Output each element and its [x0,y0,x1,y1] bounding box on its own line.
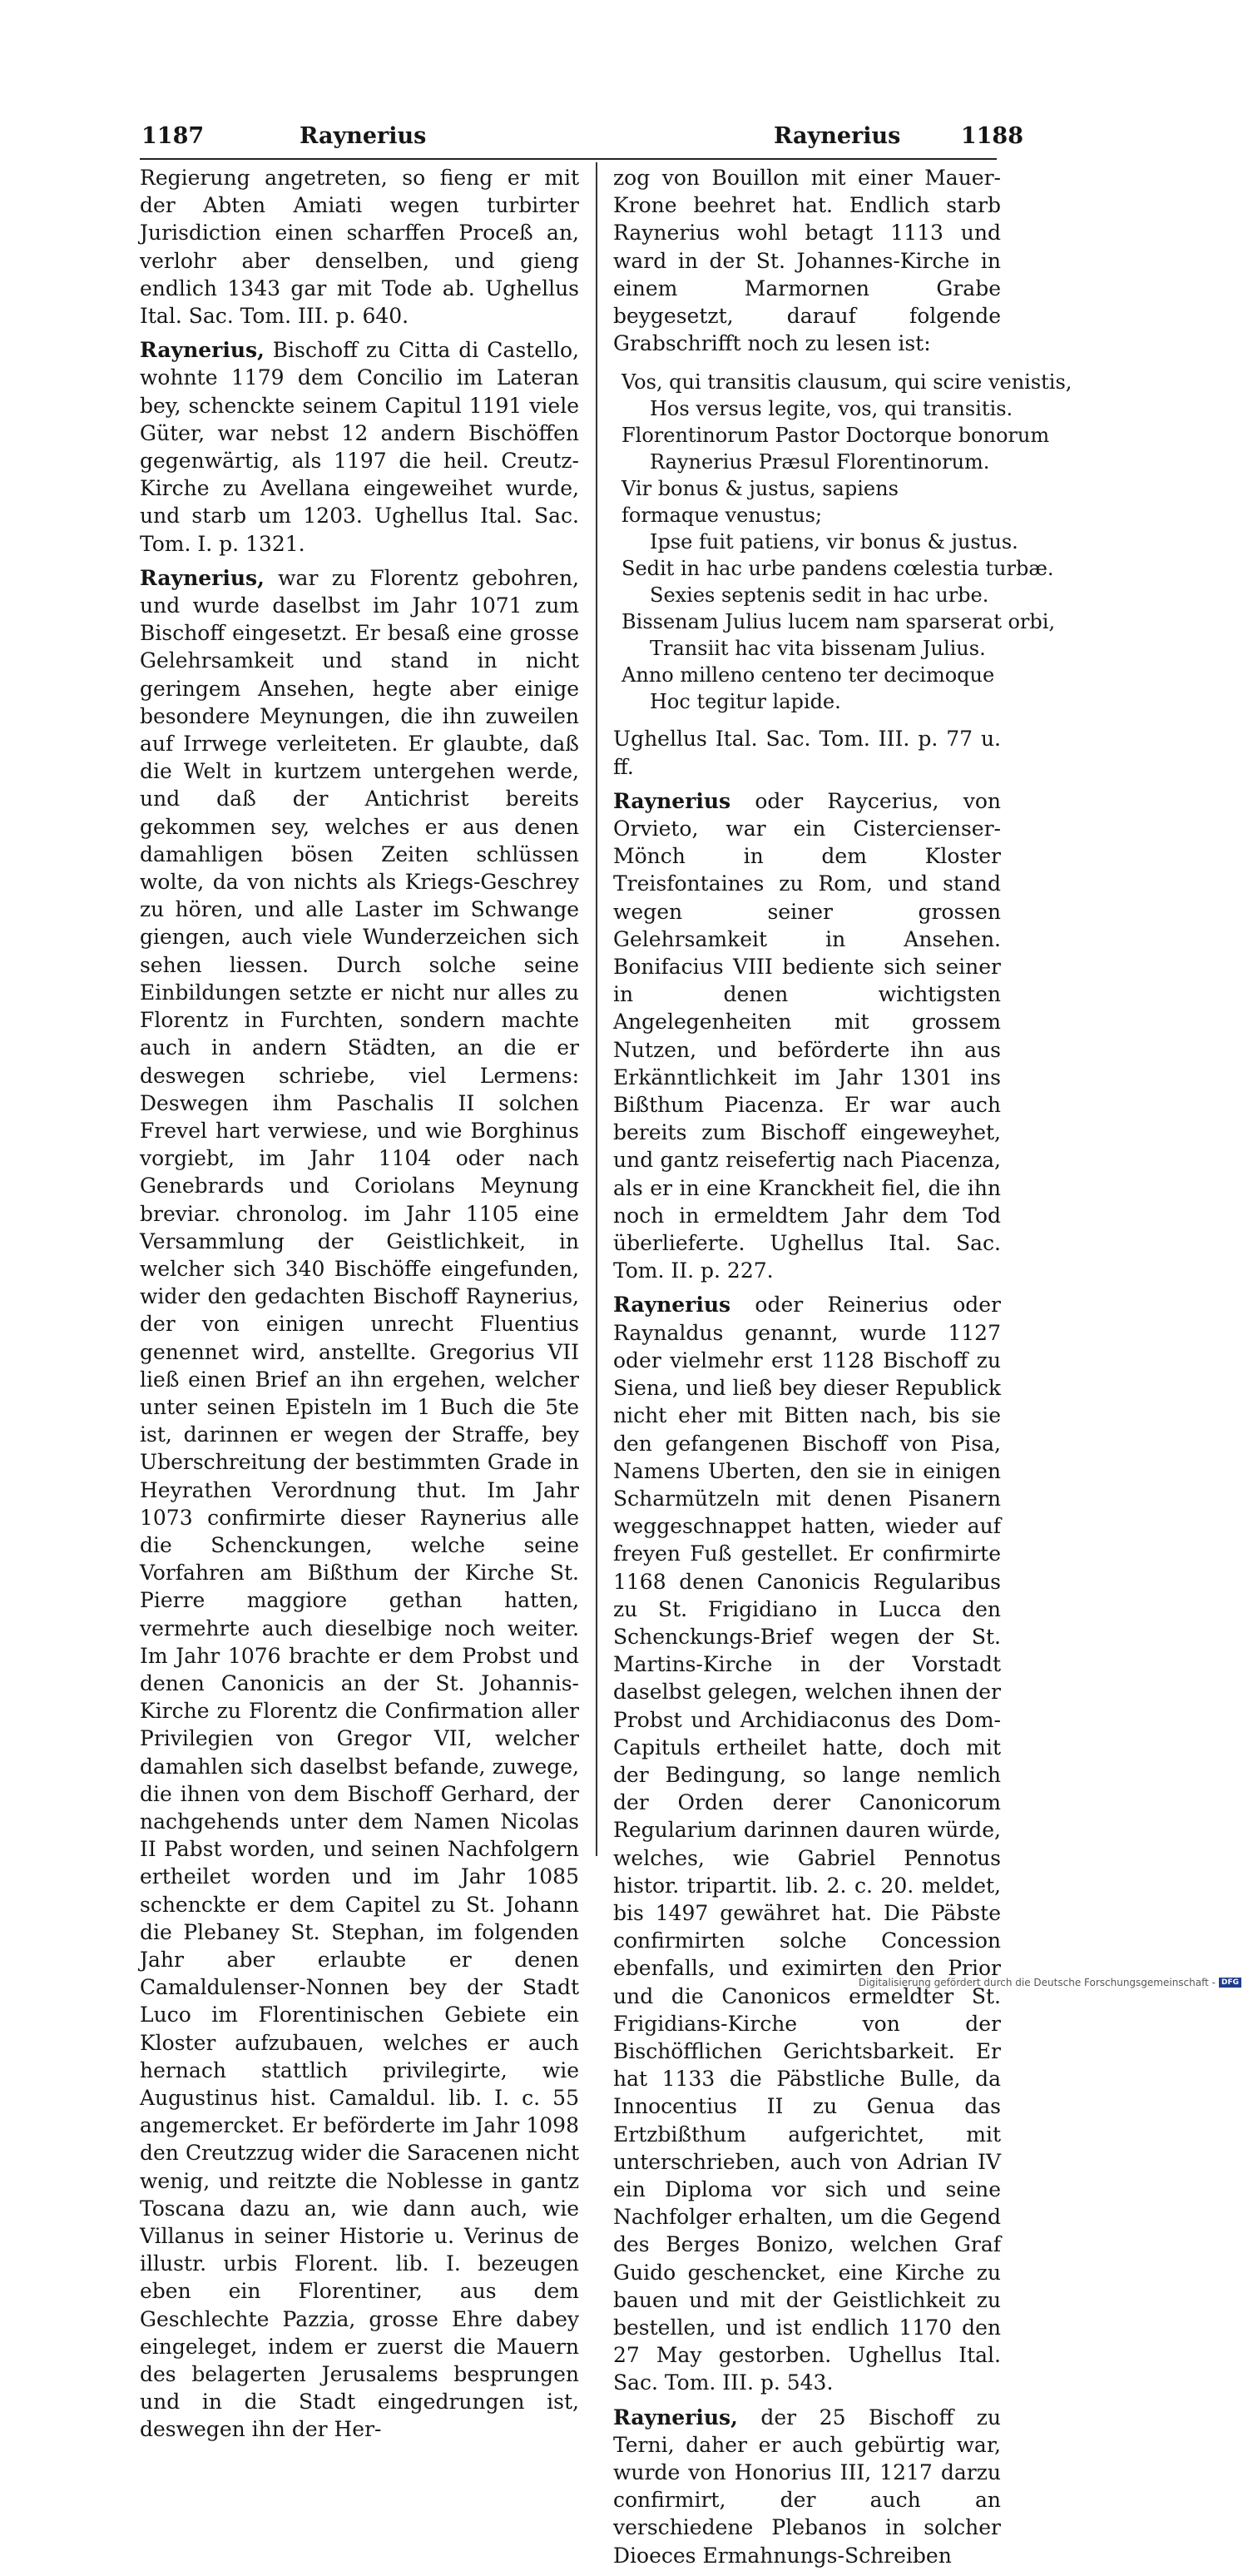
entry-head: Raynerius [613,1293,731,1318]
epitaph-line: Hos versus legite, vos, qui transitis. [650,397,1013,421]
epitaph-line: Vir bonus & justus, sapiens formaque venustus; [622,477,899,528]
entry-paragraph [140,564,579,2444]
epitaph-line: Bissenam Julius lucem nam sparserat orbi, [622,610,1056,634]
entry-head: Raynerius, [613,2405,738,2430]
digitization-credit [859,1977,1241,1988]
entry-text: war zu Florentz gebohren, und wurde daselbst im Jahr 1071 zum Bischoff eingesetzt. Er besaß eine grosse Gelehrsamkeit und stand in nicht geringem Ansehen, hegte aber einige besondere Meynungen, die ihn zuweilen auf Irrwege verleiteten. Er glaubte, daß die Welt in kurtzem untergehen werde, und daß der Antichrist bereits gekommen sey, welches er aus denen damahligen bösen Zeiten schlüssen wolte, da von nichts als Kriegs-Geschrey zu hören, und alle Laster im Schwange giengen, auch viele Wunderzeichen sich sehen liessen. Durch solche seine Einbildungen setzte er nicht nur alles zu Florentz in Furchten, sondern machte auch in andern Städten, an die er deswegen schriebe, viel Lermens: Deswegen ihm Paschalis II solchen Frevel hart verwiese, und wie Borghinus vorgiebt, im Jahr 1104 oder nach Genebrards und Coriolans Meynung breviar. chronolog. im Jahr 1105 eine Versammlung der Geistlichkeit, in welcher sich 340 Bischöffe eingefunden, wider den gedachten Bischoff Raynerius, der von einigen unrecht Fluentius genennet wird, anstellte. Gregorius VII ließ einen Brief an ihn ergehen, welcher unter seinen Episteln im 1 Buch die 5te ist, darinnen er wegen der Straffe, bey Uberschreitung der bestimmten Grade in Heyrathen Verordnung thut. Im Jahr 1073 confirmirte dieser Raynerius alle die Schenckungen, welche seine Vorfahren am Bißthum der Kirche St. Pierre maggiore gethan hatten, vermehrte auch dieselbige noch weiter. Im Jahr 1076 brachte er dem Probst und denen Canonicis an der St. Johannis-Kirche zu Florentz die Confirmation aller Privilegien von Gregor VII, welcher damahlen sich daselbst befande, zuwege, die ihnen von dem Bischoff Gerhard, der nachgehends unter dem Namen Nicolas II Pabst worden, und seinen Nachfolgern ertheilet worden und im Jahr 1085 schenckte er dem Capitel zu St. Johann die Plebaney St. Stephan, im folgenden Jahr aber erlaubte er denen Camaldulenser-Nonnen bey der Stadt Luco im Florentinischen Gebiete ein Kloster aufzubauen, welches er auch hernach stattlich privilegirte, wie Augustinus hist. Camaldul. lib. I. c. 55 angemercket. Er beförderte im Jahr 1098 den Creutzzug wider die Saracenen nicht wenig, und reitzte die Noblesse in gantz Toscana dazu an, wie dann auch, wie Villanus in seiner Historie u. Verinus de illustr. urbis Florent. lib. I. bezeugen eben ein Florentiner, aus dem Geschlechte Pazzia, grosse Ehre dabey eingeleget, indem er zuerst die Mauern des belagerten Jerusalems besprungen und in die Stadt eingedrungen ist, deswegen ihn der Her- [140,565,579,2442]
entry-paragraph [613,725,1001,780]
epitaph-line: Sexies septenis sedit in hac urbe. [650,583,989,608]
epitaph-line: Transiit hac vita bissenam Julius. [650,637,986,661]
entry-text: oder Reinerius oder Raynaldus genannt, wurde 1127 oder vielmehr erst 1128 Bischoff zu Siena, und ließ bey dieser Republick nicht eher mit Bitten nach, bis sie den gefangenen Bischoff von Pisa, Namens Uberten, den sie in einigen Scharmützeln mit denen Pisanern weggeschnappet hatten, wieder auf freyen Fuß gestellet. Er confirmirte 1168 denen Canonicis Regularibus zu St. Frigidiano in Lucca den Schenckungs-Brief wegen der St. Martins-Kirche in der Vorstadt daselbst gelegen, welchen ihnen der Probst und Archidiaconus des Dom-Capituls ertheilet hatte, doch mit der Bedingung, so lange nemlich der Orden derer Canonicorum Regularium darinnen dauren würde, welches, wie Gabriel Pennotus histor. tripartit. lib. 2. c. 20. meldet, bis 1497 gewähret hat. Die Päbste confirmirten solche Concession ebenfalls, und eximirten den Prior und die Canonicos ermeldter St. Frigidians-Kirche von der Bischöfflichen Gerichtsbarkeit. Er hat 1133 die Päbstliche Bulle, da Innocentius II zu Genua das Ertzbißthum aufgerichtet, mit unterschrieben, auch von Adrian IV ein Diploma vor sich und seine Nachfolger erhalten, um die Gegend des Berges Bonizo, welchen Graf Guido geschencket, eine Kirche zu bauen und mit der Geistlichkeit zu bestellen, und ist endlich 1170 den 27 May gestorben. Ughellus Ital. Sac. Tom. III. p. 543. [613,1293,1001,2395]
epitaph-line: Vos, qui transitis clausum, qui scire venistis, [622,370,1072,395]
epitaph-line: Sedit in hac urbe pandens cœlestia turbæ. [622,557,1054,581]
entry-head: Raynerius, [140,565,265,590]
epitaph-line: Raynerius Præsul Florentinorum. [650,450,990,474]
entry-text: Bischoff zu Citta di Castello, wohnte 1179 dem Concilio im Lateran bey, schenckte seinem Capitul 1191 viele Güter, war nebst 12 andern Bischöffen gegenwärtig, als 1197 die heil. Creutz-Kirche zu Avellana eingeweihet wurde, und starb um 1203. Ughellus Ital. Sac. Tom. I. p. 1321. [140,338,579,556]
entry-paragraph [613,787,1001,1285]
entry-text: oder Raycerius, von Orvieto, war ein Cistercienser-Mönch in dem Kloster Treisfontaines zu Rom, und stand wegen seiner grossen Gelehrsamkeit in Ansehen. Bonifacius VIII bediente sich seiner in denen wichtigsten Angelegenheiten mit grossem Nutzen, und beförderte ihn aus Erkänntlichkeit im Jahr 1301 ins Bißthum Piacenza. Er war auch bereits zum Bischoff eingeweyhet, und gantz reisefertig nach Piacenza, als er in eine Kranckheit fiel, die ihn noch in ermeldtem Jahr dem Tod überlieferte. Ughellus Ital. Sac. Tom. II. p. 227. [613,788,1001,1283]
epitaph-line: Hoc tegitur lapide. [650,690,841,714]
entry-paragraph [613,2404,1001,2569]
column-divider [596,162,597,1856]
page-number-right: 1188 [960,123,1023,149]
entry-text: Regierung angetreten, so fieng er mit der Abten Amiati wegen turbirter Jurisdiction einen scharffen Proceß an, verlohr aber denselben, und gieng endlich 1343 gar mit Tode ab. Ughellus Ital. Sac. Tom. III. p. 640. [140,166,579,329]
entry-head: Raynerius [613,788,731,813]
entry-paragraph [140,336,579,558]
dfg-logo: DFG [1219,1978,1241,1988]
page-number-left: 1187 [141,123,205,149]
header-rule [140,158,997,160]
page-header [141,123,1023,156]
entry-paragraph [140,164,579,330]
epitaph-poem [622,369,1072,715]
epitaph-line: Anno milleno centeno ter decimoque [622,663,995,687]
epitaph-line: Ipse fuit patiens, vir bonus & justus. [650,530,1018,554]
running-head-right: Raynerius [774,123,901,149]
entry-text: der 25 Bischoff zu Terni, daher er auch gebürtig war, wurde von Honorius III, 1217 darzu confirmirt, der auch an verschiedene Plebanos in solcher Dioeces Ermahnungs-Schreiben [613,2405,1001,2568]
epitaph-line: Florentinorum Pastor Doctorque bonorum [622,424,1050,448]
running-head-left: Raynerius [300,123,427,149]
entry-paragraph [613,1291,1001,2396]
entry-head: Raynerius, [140,338,265,363]
entry-text: Ughellus Ital. Sac. Tom. III. p. 77 u. ff. [613,727,1001,779]
left-column [140,164,579,2450]
credit-text: Digitalisierung gefördert durch die Deutsche Forschungsgemeinschaft - [858,1977,1216,1988]
entry-paragraph: zog von Bouillon mit einer Mauer-Krone beehret hat. Endlich starb Raynerius wohl betagt 1113 und ward in der St. Johannes-Kirche in einem Marmornen Grabe beygesetzt, darauf folgende Grabschrifft noch zu lesen ist: [613,166,1001,356]
